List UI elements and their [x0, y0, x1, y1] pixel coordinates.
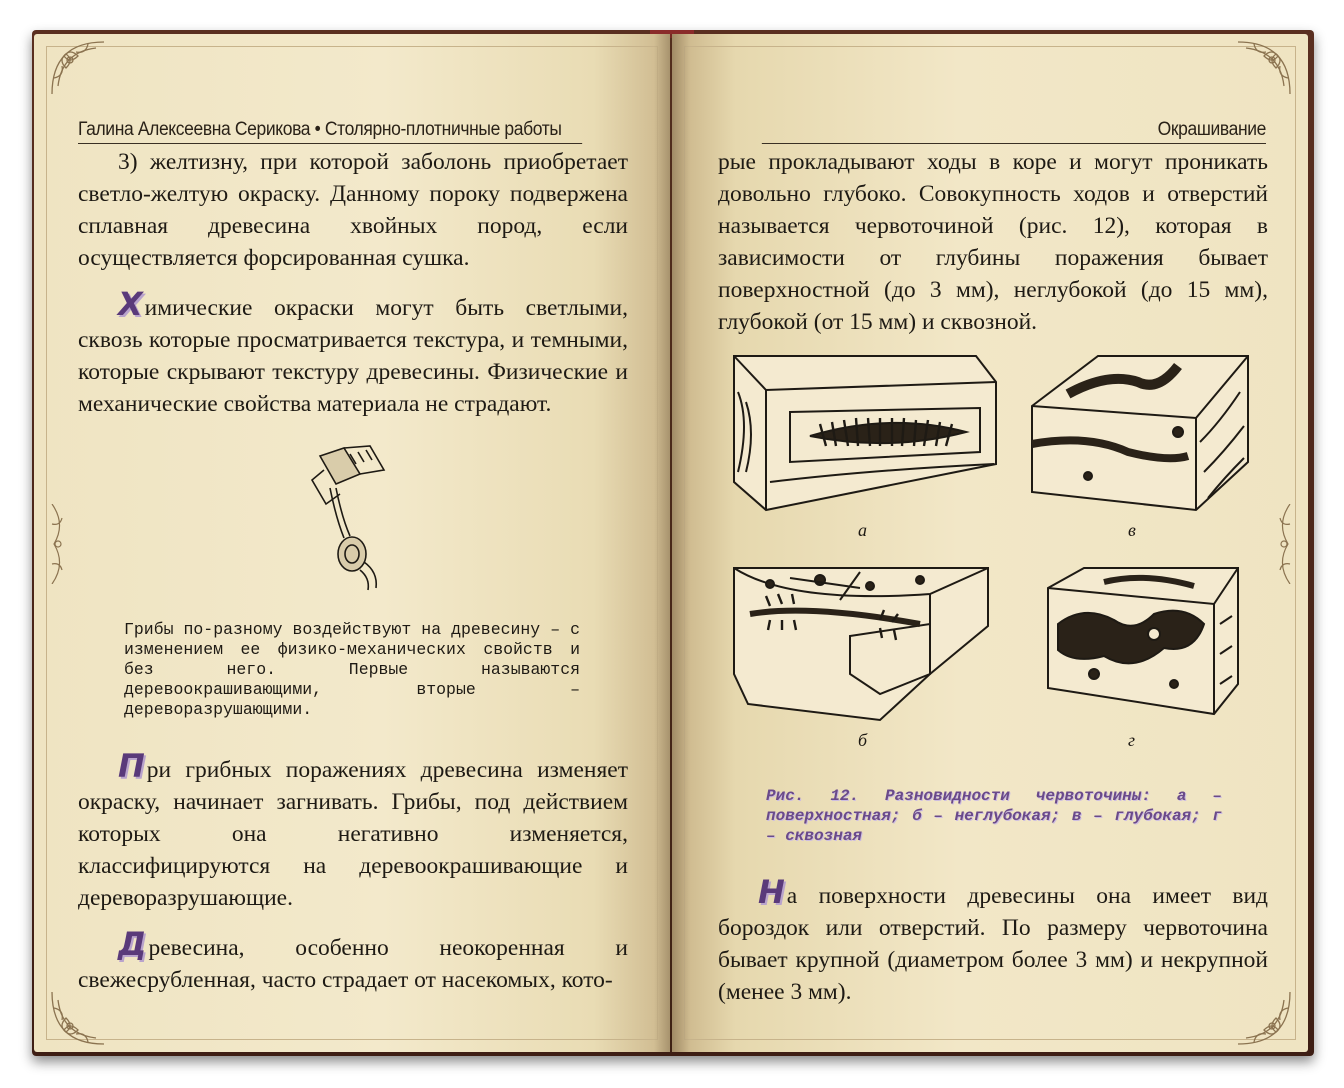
figure-label-a: а: [858, 520, 867, 540]
right-page[interactable]: [672, 34, 1308, 1052]
figure-v-illustration: [1028, 352, 1252, 512]
drop-cap: Х: [118, 285, 143, 323]
right-page-text-lower: [718, 873, 1268, 1008]
paragraph: Химические окраски могут быть светлыми, сквозь которые просматривается текстура, и темными, которые скрывают текстуру древесины. Физические и механические свойства материала не страдают.: [78, 285, 628, 417]
figure-label-b: б: [858, 730, 868, 750]
drop-cap: Д: [118, 925, 147, 963]
figure-caption: Рис. 12. Разновидности червоточины: а – поверхностная; б – неглубокая; в – глубокая; г – сквозная: [766, 787, 1222, 845]
running-head-right: Окрашивание: [762, 114, 1266, 144]
paragraph: Древесина, особенно неокоренная и свежесрубленная, часто страдает от насекомых, кото-: [78, 925, 628, 993]
side-ornament-icon: [48, 504, 70, 584]
corner-ornament-icon: [1234, 38, 1294, 98]
side-ornament-icon: [1272, 504, 1294, 584]
right-page-text: [718, 146, 1268, 338]
paragraph: На поверхности древесины она имеет вид бороздок или отверстий. По размеру червоточина бывает крупной (диаметром более 3 мм) и некрупной (менее 3 мм).: [718, 873, 1268, 1005]
drop-cap: Н: [758, 873, 785, 911]
drop-cap: П: [118, 747, 145, 785]
note-caption: Грибы по-разному воздействуют на древесину – с изменением ее физико-механических свойств и без него. Первые называются деревоокрашивающими, вторые – дереворазрушающими.: [124, 620, 580, 719]
corner-ornament-icon: [48, 988, 108, 1048]
corner-ornament-icon: [48, 38, 108, 98]
figure-a-illustration: [730, 352, 1002, 512]
left-page-text: [78, 146, 628, 420]
paragraph: рые прокладывают ходы в коре и могут проникать довольно глубоко. Совокупность ходов и отверстий называется червоточиной (рис. 12), которая в зависимости от глубины поражения бывает поверхностной (до 3 мм), неглубокой (до 15 мм), глубокой (от 15 мм) и сквозной.: [718, 149, 1268, 335]
tape-measure-icon: [300, 444, 394, 592]
left-page-text-lower: [78, 747, 628, 996]
figure-b-illustration: [730, 564, 992, 722]
figure-label-v: в: [1128, 520, 1136, 540]
figure-label-g: г: [1128, 730, 1136, 750]
paragraph: При грибных поражениях древесина изменяет окраску, начинает загнивать. Грибы, под действием которых она негативно изменяется, классифицируются на деревоокрашивающие и дереворазрушающие.: [78, 747, 628, 911]
paragraph: 3) желтизну, при которой заболонь приобретает светло-желтую окраску. Данному пороку подвержена сплавная древесина хвойных пород, если осуществляется форсированная сушка.: [78, 149, 628, 271]
book-spine-shadow: [654, 34, 690, 1052]
left-page[interactable]: [34, 34, 670, 1052]
figure-g-illustration: [1044, 564, 1244, 720]
running-head-left: Галина Алексеевна Серикова • Столярно-плотничные работы: [78, 114, 582, 144]
